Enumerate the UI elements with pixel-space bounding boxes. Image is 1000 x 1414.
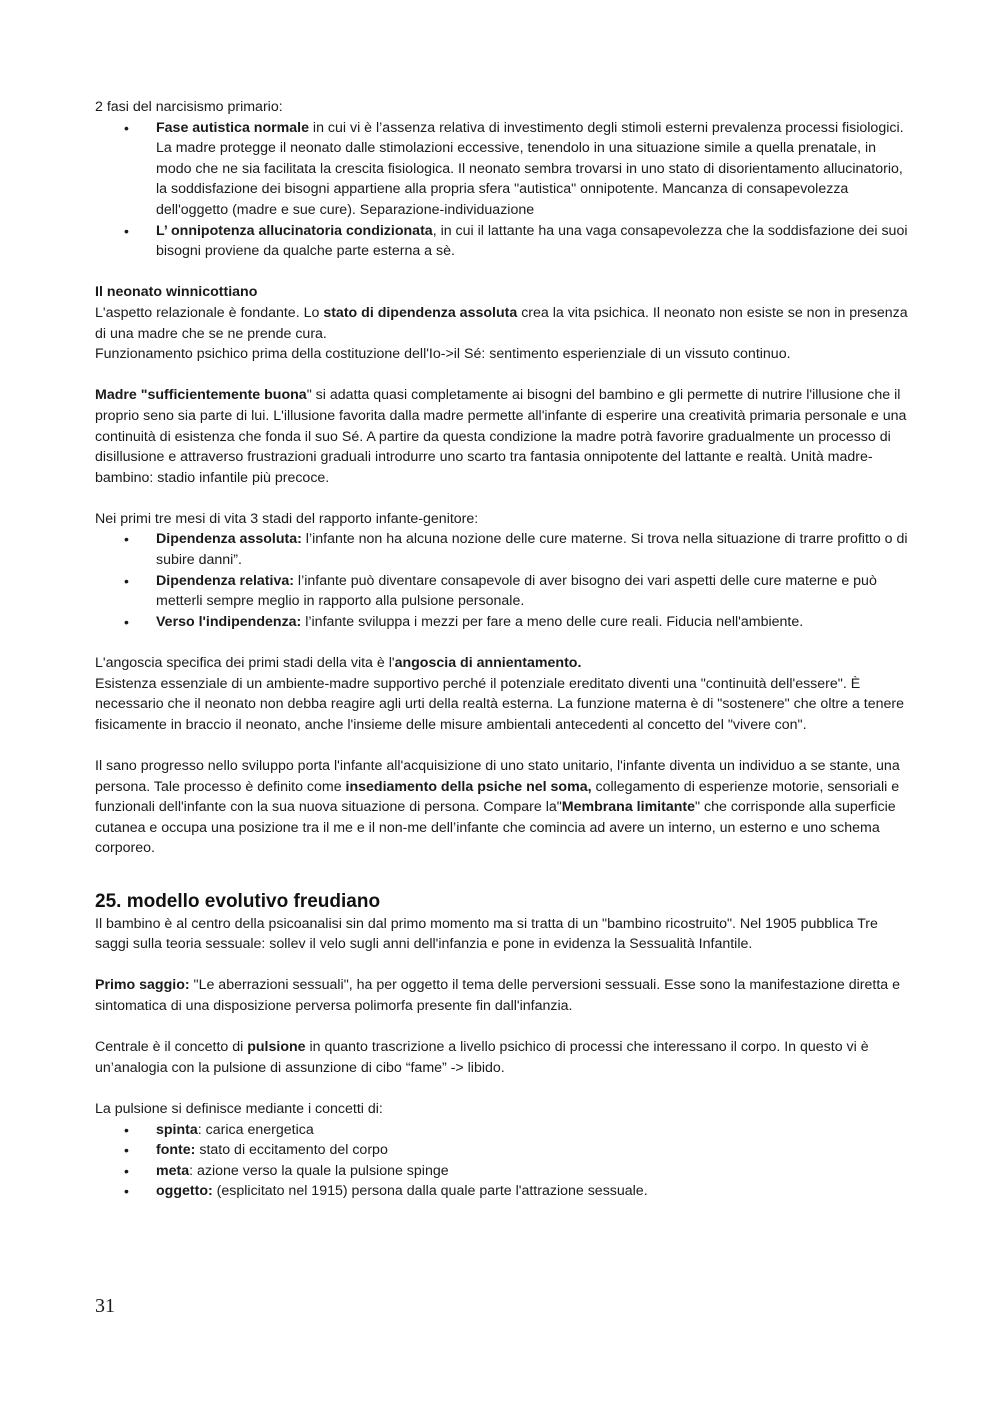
list-item <box>95 221 910 262</box>
bullet-icon: • <box>124 1142 129 1159</box>
term: oggetto: <box>156 1183 213 1200</box>
term: meta <box>156 1162 190 1179</box>
bold-term: Madre "sufficientemente buona <box>95 387 307 404</box>
paragraph: Esistenza essenziale di un ambiente-madre supportivo perché il potenziale ereditato diventi una "continuità dell'essere". È necessario che il neonato non debba reagire agli urti della realtà esterna. La funzione materna è di "sostenere" che oltre a tenere fisicamente in braccio il neonato, anche l'insieme delle misure ambientali antecedenti al concetto del "vivere con". <box>95 675 905 733</box>
text: in quanto trascrizione a livello psichico di processi che interessano il corpo. In questo vi è un’analogia con la pulsione di assunzione di cibo “fame” -> libido. <box>95 1039 869 1076</box>
section-heading-freud: 25. modello evolutivo freudiano <box>95 890 381 912</box>
bullet-icon: • <box>124 613 129 630</box>
definition: , in cui il lattante ha una vaga consapevolezza che la soddisfazione dei suoi bisogni proviene da qualche parte esterna a sè. <box>156 222 908 260</box>
bullet-icon: • <box>124 222 129 239</box>
bullet-icon: • <box>124 1183 129 1200</box>
heading-text: Il neonato winnicottiano <box>95 284 258 301</box>
list-item <box>95 571 910 612</box>
paragraph-progresso <box>95 756 910 859</box>
definition: l’infante non ha alcuna nozione delle cure materne. Si trova nella situazione di trarre profitto o di subire danni”. <box>156 531 908 569</box>
list-item <box>95 1161 910 1182</box>
page-number: 31 <box>95 1295 115 1317</box>
paragraph-pulsione <box>95 1037 910 1078</box>
bullet-icon: • <box>124 1162 129 1179</box>
list-item <box>95 1120 910 1141</box>
text: Il sano progresso nello sviluppo porta l'infante all'acquisizione di uno stato unitario, l'infante diventa un individuo a se stante, una persona. Tale processo è definito come <box>95 758 900 795</box>
definition: l’infante può diventare consapevole di aver bisogno dei vari aspetti delle cure materne e può metterli sempre meglio in rapporto alla pulsione personale. <box>156 572 877 610</box>
bold-term: Primo saggio: <box>95 977 190 994</box>
paragraph <box>95 303 910 344</box>
paragraph-madre <box>95 385 910 488</box>
text: " che corrisponde alla superficie cutanea e occupa una posizione tra il me e il non-me dell’infante che comincia ad avere un interno, un esterno e uno schema corporeo. <box>95 799 896 857</box>
definition: : carica energetica <box>197 1121 314 1138</box>
definition: in cui vi è l’assenza relativa di investimento degli stimoli esterni prevalenza processi fisiologici. La madre protegge il neonato dalle stimolazioni eccessive, tenendolo in una situazione simile a quella prenatale, in modo che ne sia facilitata la crescita fisiologica. Il neonato sembra trovarsi in uno stato di disorientamento allucinatorio, la soddisfazione dei bisogni appartiene alla propria sfera "autistica" onnipotente. Mancanza di consapevolezza dell'oggetto (madre e sue cure). Separazione-individuazione <box>156 119 904 218</box>
term: fonte: <box>156 1142 196 1159</box>
bold-term: insediamento della psiche nel soma, <box>345 778 592 795</box>
bullet-icon: • <box>124 1121 129 1138</box>
bold-term: stato di dipendenza assoluta <box>323 304 518 321</box>
list-item <box>95 529 910 570</box>
pulsione-list <box>95 1120 910 1202</box>
paragraph-saggio <box>95 975 910 1016</box>
term: Dipendenza relativa: <box>156 572 294 589</box>
page-content <box>95 97 910 1202</box>
list-item <box>95 118 910 221</box>
definition: (esplicitato nel 1915) persona dalla quale parte l'attrazione sessuale. <box>212 1183 648 1200</box>
text: collegamento di esperienze motorie, sensoriali e funzionali dell'infante con la sua nuova situazione di persona. Compare la" <box>95 778 900 816</box>
text: "Le aberrazioni sessuali", ha per oggetto il tema delle perversioni sessuali. Esse sono la manifestazione diretta e sintomatica di una disposizione perversa polimorfa presente fin dall'infanzia. <box>95 977 900 1014</box>
bold-term: Membrana limitante <box>561 799 696 816</box>
paragraph: Il bambino è al centro della psicoanalisi sin dal primo momento ma si tratta di un "bambino ricostruito". Nel 1905 pubblica Tre saggi sulla teoria sessuale: sollev il velo sugli anni dell'infanzia e pone in evidenza la Sessualità Infantile. <box>95 915 878 953</box>
term: Fase autistica normale <box>156 119 309 136</box>
bold-term: angoscia di annientamento. <box>394 655 582 672</box>
term: Verso l'indipendenza: <box>156 613 302 630</box>
paragraph: Funzionamento psichico prima della costituzione dell'Io->il Sé: sentimento esperienziale di un vissuto continuo. <box>95 346 791 363</box>
stadi-intro: Nei primi tre mesi di vita 3 stadi del rapporto infante-genitore: <box>95 510 479 527</box>
stadi-list <box>95 529 910 632</box>
definition: l’infante sviluppa i mezzi per fare a meno delle cure reali. Fiducia nell'ambiente. <box>301 613 804 630</box>
term: spinta <box>156 1121 198 1138</box>
bold-term: pulsione <box>247 1039 306 1056</box>
bullet-icon: • <box>124 572 129 589</box>
paragraph-angoscia <box>95 653 910 674</box>
narcisismo-list <box>95 118 910 262</box>
definition: stato di eccitamento del corpo <box>195 1142 388 1159</box>
pulsione-intro: La pulsione si definisce mediante i concetti di: <box>95 1100 383 1117</box>
text: crea la vita psichica. Il neonato non esiste se non in presenza di una madre che se ne prende cura. <box>95 304 908 342</box>
text: L'aspetto relazionale è fondante. Lo <box>95 304 324 321</box>
list-item <box>95 1140 910 1161</box>
section-heading-winnicott <box>95 282 910 303</box>
narcisismo-intro: 2 fasi del narcisismo primario: <box>95 99 283 115</box>
bullet-icon: • <box>124 531 129 548</box>
text: L'angoscia specifica dei primi stadi della vita è l' <box>95 655 395 672</box>
term: Dipendenza assoluta: <box>156 531 302 548</box>
bullet-icon: • <box>124 119 129 136</box>
text: " si adatta quasi completamente ai bisogni del bambino e gli permette di nutrire l'illusione che il proprio seno sia parte di lui. L'illusione favorita dalla madre permette all'infante di esperire una creatività primaria personale e una continuità di esistenza che fonda il suo Sé. A partire da questa condizione la madre potrà favorire gradualmente un processo di disillusione e attraverso frustrazioni graduali introdurre uno scarto tra fantasia onnipotente del lattante e realtà. Unità madre-bambino: stadio infantile più precoce. <box>95 387 907 486</box>
term: L’ onnipotenza allucinatoria condizionata <box>156 222 433 239</box>
list-item <box>95 612 910 633</box>
text: Centrale è il concetto di <box>95 1039 248 1056</box>
list-item <box>95 1181 910 1202</box>
definition: : azione verso la quale la pulsione spinge <box>189 1162 449 1179</box>
